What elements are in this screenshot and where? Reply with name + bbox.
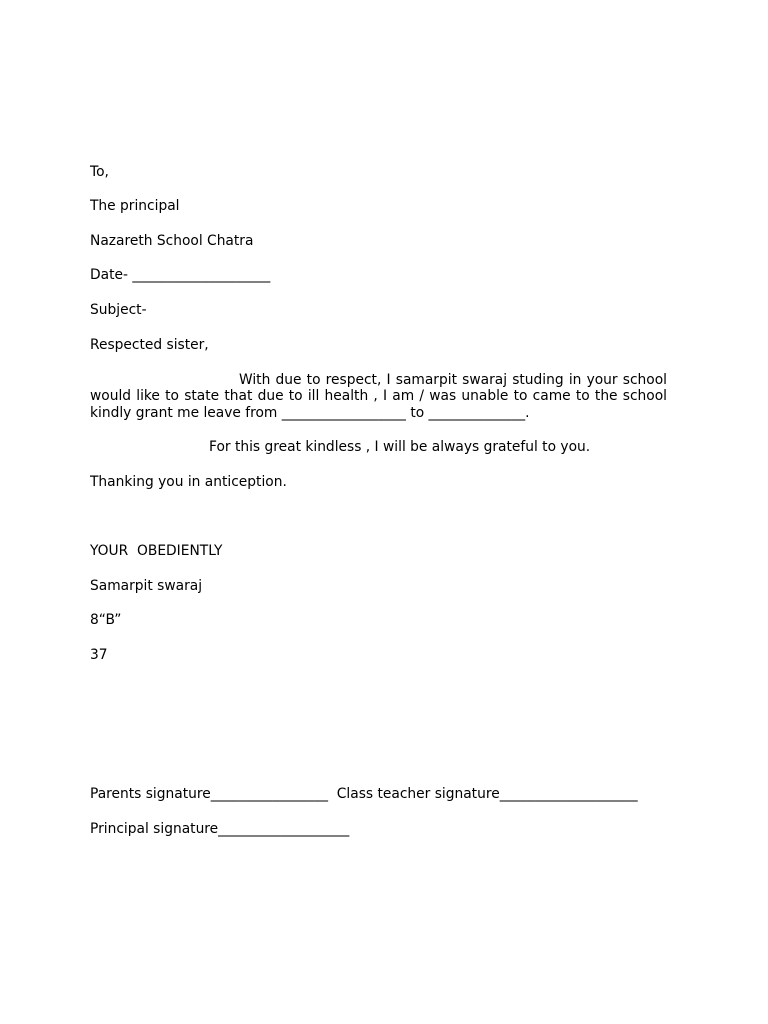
subject-line: Subject- [90,302,147,318]
body-line-1: With due to respect, I samarpit swaraj studing in your school [239,372,667,388]
sender-roll: 37 [90,647,108,663]
sender-class: 8“B” [90,612,122,628]
principal-signature: Principal signature___________________ [90,821,350,837]
address-to: To, [90,164,109,180]
signature-gap [328,786,337,802]
school-name: Nazareth School Chatra [90,233,254,249]
closing: YOUR OBEDIENTLY [90,543,223,559]
recipient: The principal [90,198,180,214]
salutation: Respected sister, [90,337,209,353]
class-teacher-signature: Class teacher signature____________________ [336,786,638,802]
parents-signature: Parents signature_________________ [90,786,329,802]
thanks-line: Thanking you in antiception. [90,474,287,490]
body-line-3: kindly grant me leave from __________________ to ______________. [90,405,530,421]
date-line: Date- ____________________ [90,267,271,283]
signature-row [90,786,638,802]
gratitude-line: For this great kindless , I will be always grateful to you. [209,439,591,455]
body-line-2: would like to state that due to ill health , I am / was unable to came to the school [90,388,667,404]
sender-name: Samarpit swaraj [90,578,203,594]
